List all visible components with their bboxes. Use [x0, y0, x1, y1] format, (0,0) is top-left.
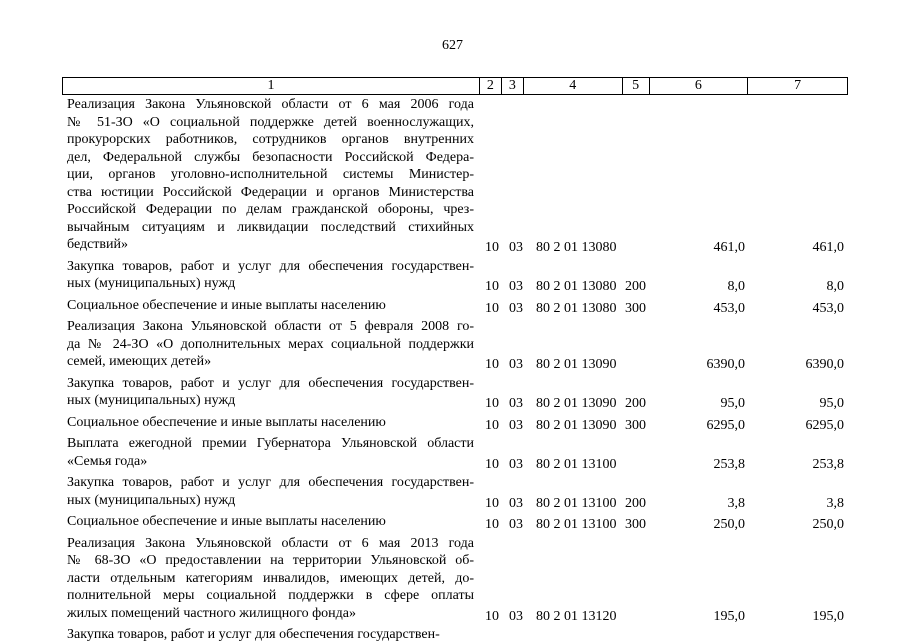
description-line: ных (муниципальных) нужд	[67, 393, 236, 408]
section-cell: 10	[485, 279, 499, 294]
target-article-cell: 80 2 01 13080	[536, 240, 617, 255]
target-article-cell: 80 2 01 13120	[536, 608, 617, 624]
row-description	[67, 435, 474, 470]
description-line: Реализация Закона Ульяновской области от 6 мая 2013 года	[67, 535, 474, 551]
header-col-4: 4	[524, 78, 623, 94]
expense-type-cell: 200	[625, 396, 646, 411]
subsection-cell: 03	[509, 240, 523, 255]
amount-col6-cell: 6295,0	[706, 417, 745, 433]
description-line: Закупка товаров, работ и услуг для обеспечения государствен-	[67, 627, 440, 642]
row-description	[67, 297, 474, 315]
subsection-cell: 03	[509, 300, 523, 316]
subsection-cell: 03	[509, 357, 523, 372]
header-col-1: 1	[63, 78, 480, 94]
row-description	[67, 535, 474, 623]
description-line: полнительной меры социальной поддержки в сфере оплаты	[67, 588, 474, 603]
section-cell: 10	[485, 417, 499, 433]
row-description	[67, 96, 474, 254]
amount-col7-cell: 250,0	[812, 517, 844, 532]
subsection-cell: 03	[509, 279, 523, 294]
expense-type-cell: 300	[625, 300, 646, 316]
description-line: Российской Федерации по делам гражданской обороны, чрез-	[67, 202, 474, 217]
description-line: Выплата ежегодной премии Губернатора Ульяновской области	[67, 436, 474, 451]
description-line: Социальное обеспечение и иные выплаты населению	[67, 297, 386, 313]
target-article-cell: 80 2 01 13090	[536, 357, 617, 372]
description-line: ных (муниципальных) нужд	[67, 276, 236, 291]
header-col-2: 2	[480, 78, 502, 94]
description-line: вычайным ситуациям и ликвидации последствий стихийных	[67, 219, 474, 235]
section-cell: 10	[485, 240, 499, 255]
header-col-5: 5	[623, 78, 650, 94]
description-line: Социальное обеспечение и иные выплаты населению	[67, 414, 386, 430]
page-number: 627	[442, 38, 463, 53]
description-line: «Семья года»	[67, 453, 148, 469]
header-col-6: 6	[650, 78, 749, 94]
amount-col7-cell: 453,0	[812, 300, 844, 316]
target-article-cell: 80 2 01 13080	[536, 279, 617, 294]
amount-col6-cell: 195,0	[713, 608, 745, 624]
amount-col7-cell: 3,8	[826, 495, 844, 511]
amount-col6-cell: 461,0	[713, 240, 745, 255]
row-description	[67, 375, 474, 410]
amount-col7-cell: 6390,0	[805, 357, 844, 372]
target-article-cell: 80 2 01 13090	[536, 417, 617, 433]
amount-col6-cell: 95,0	[720, 396, 745, 411]
section-cell: 10	[485, 495, 499, 511]
amount-col7-cell: 253,8	[812, 456, 844, 472]
description-line: дел, Федеральной службы безопасности Российской Федера-	[67, 149, 474, 165]
amount-col7-cell: 461,0	[812, 240, 844, 255]
subsection-cell: 03	[509, 417, 523, 433]
description-line: семей, имеющих детей»	[67, 354, 212, 369]
expense-type-cell: 200	[625, 279, 646, 294]
section-cell: 10	[485, 517, 499, 532]
row-description	[67, 474, 474, 509]
section-cell: 10	[485, 300, 499, 316]
header-col-3: 3	[502, 78, 524, 94]
description-line: Закупка товаров, работ и услуг для обеспечения государствен-	[67, 475, 474, 490]
amount-col6-cell: 8,0	[727, 279, 745, 294]
description-line: ства юстиции Российской Федерации и органов Министерства	[67, 184, 474, 200]
amount-col7-cell: 95,0	[819, 396, 844, 411]
table-header	[62, 77, 848, 95]
target-article-cell: 80 2 01 13100	[536, 495, 617, 511]
description-line: № 51-ЗО «О социальной поддержке детей военнослужащих,	[67, 114, 474, 130]
description-line: ных (муниципальных) нужд	[67, 492, 236, 508]
description-line: Закупка товаров, работ и услуг для обеспечения государствен-	[67, 258, 474, 274]
amount-col6-cell: 3,8	[727, 495, 745, 511]
section-cell: 10	[485, 608, 499, 624]
target-article-cell: 80 2 01 13100	[536, 456, 617, 472]
description-line: Закупка товаров, работ и услуг для обеспечения государствен-	[67, 375, 474, 391]
description-line: бедствий»	[67, 237, 129, 252]
description-line: ции, органов уголовно-исполнительной системы Министер-	[67, 167, 474, 182]
amount-col6-cell: 250,0	[713, 517, 745, 532]
amount-col7-cell: 8,0	[826, 279, 844, 294]
amount-col7-cell: 195,0	[812, 608, 844, 624]
description-line: Социальное обеспечение и иные выплаты населению	[67, 514, 386, 529]
header-col-7: 7	[794, 78, 802, 93]
row-description	[67, 513, 474, 531]
target-article-cell: 80 2 01 13080	[536, 300, 617, 316]
section-cell: 10	[485, 357, 499, 372]
subsection-cell: 03	[509, 608, 523, 624]
target-article-cell: 80 2 01 13090	[536, 396, 617, 411]
subsection-cell: 03	[509, 495, 523, 511]
description-line: № 68-ЗО «О предоставлении на территории Ульяновской об-	[67, 553, 474, 568]
row-description	[67, 414, 474, 432]
row-description	[67, 626, 474, 644]
description-line: прокурорских работников, сотрудников органов внутренних	[67, 132, 474, 147]
description-line: да № 24-ЗО «О дополнительных мерах социальной поддержки	[67, 336, 474, 352]
section-cell: 10	[485, 456, 499, 472]
amount-col6-cell: 6390,0	[706, 357, 745, 372]
expense-type-cell: 200	[625, 495, 646, 511]
amount-col7-cell: 6295,0	[805, 417, 844, 433]
amount-col6-cell: 453,0	[713, 300, 745, 316]
amount-col6-cell: 253,8	[713, 456, 745, 472]
subsection-cell: 03	[509, 396, 523, 411]
description-line: жилых помещений частного жилищного фонда»	[67, 605, 357, 621]
section-cell: 10	[485, 396, 499, 411]
row-description	[67, 318, 474, 371]
subsection-cell: 03	[509, 517, 523, 532]
description-line: Реализация Закона Ульяновской области от 5 февраля 2008 го-	[67, 319, 474, 334]
expense-type-cell: 300	[625, 517, 646, 532]
description-line: ласти отдельным категориям инвалидов, имеющих детей, до-	[67, 570, 474, 586]
subsection-cell: 03	[509, 456, 523, 472]
description-line: Реализация Закона Ульяновской области от 6 мая 2006 года	[67, 97, 474, 112]
row-description	[67, 258, 474, 293]
expense-type-cell: 300	[625, 417, 646, 433]
target-article-cell: 80 2 01 13100	[536, 517, 617, 532]
